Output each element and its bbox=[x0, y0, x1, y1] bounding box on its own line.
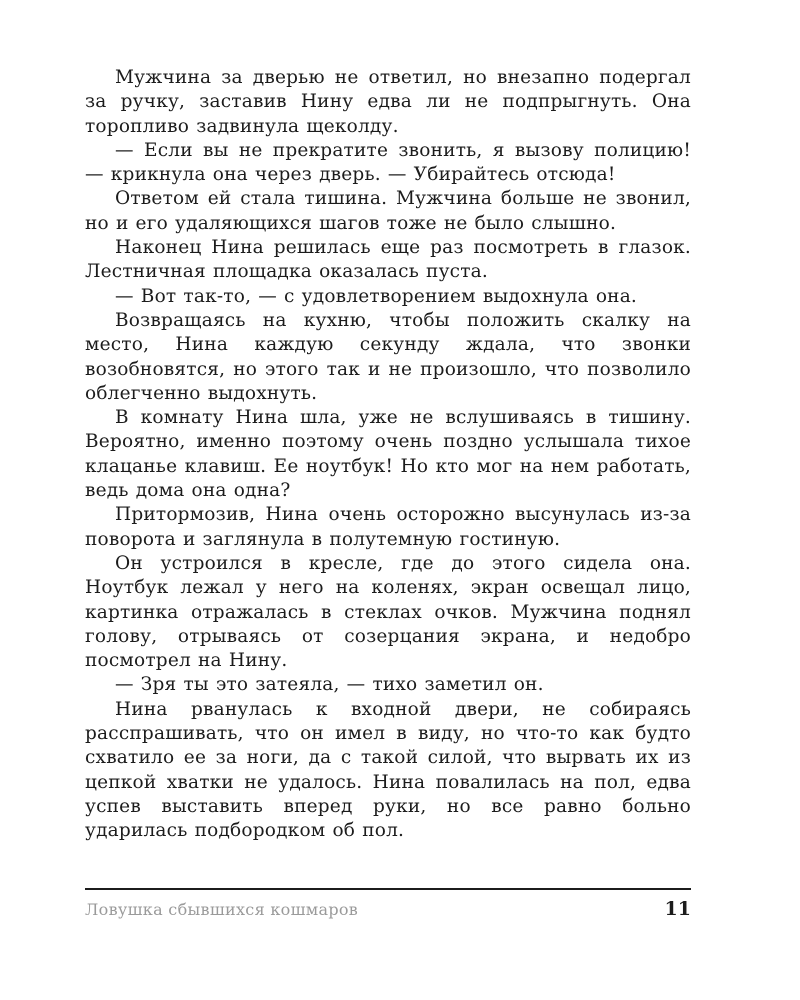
paragraph: Возвращаясь на кухню, чтобы положить скалку на место, Нина каждую секунду ждала, что звонки возобновятся, но этого так и не произошло, что позволило облегченно выдохнуть. bbox=[85, 309, 691, 404]
paragraph: Он устроился в кресле, где до этого сидела она. Ноутбук лежал у него на коленях, экран освещал лицо, картинка отражалась в стеклах очков. Мужчина поднял голову, отрываясь от созерцания экрана, и недобро посмотрел на Нину. bbox=[85, 552, 691, 672]
paragraph-dialogue: — Вот так-то, — с удовлетворением выдохнула она. bbox=[115, 285, 638, 307]
paragraph: В комнату Нина шла, уже не вслушиваясь в тишину. Вероятно, именно поэтому очень поздно услышала тихое клацанье клавиш. Ее ноутбук! Но кто мог на нем работать, ведь дома она одна? bbox=[85, 407, 691, 502]
paragraph: Мужчина за дверью не ответил, но внезапно подергал за ручку, заставив Нину едва ли не подпрыгнуть. Она торопливо задвинула щеколду. bbox=[85, 67, 691, 137]
paragraph: Ответом ей стала тишина. Мужчина больше не звонил, но и его удаляющихся шагов тоже не было слышно. bbox=[85, 188, 691, 234]
page-text bbox=[85, 66, 691, 844]
footer-divider bbox=[85, 888, 691, 890]
page-number: 11 bbox=[664, 898, 691, 920]
paragraph: Наконец Нина решилась еще раз посмотреть в глазок. Лестничная площадка оказалась пуста. bbox=[85, 237, 691, 283]
footer-book-title: Ловушка сбывшихся кошмаров bbox=[85, 900, 359, 919]
paragraph-dialogue: — Зря ты это затеяла, — тихо заметил он. bbox=[115, 674, 544, 696]
paragraph: Притормозив, Нина очень осторожно высунулась из-за поворота и заглянула в полутемную гостиную. bbox=[85, 504, 691, 550]
paragraph: Нина рванулась к входной двери, не собираясь расспрашивать, что он имел в виду, но что-то как будто схватило ее за ноги, да с такой силой, что вырвать их из цепкой хватки не удалось. Нина повалилась на пол, едва успев выставить вперед руки, но все равно больно ударилась подбородком об пол. bbox=[85, 698, 691, 842]
page-footer bbox=[85, 888, 691, 920]
paragraph-dialogue: — Если вы не прекратите звонить, я вызову полицию! — крикнула она через дверь. — Убирайтесь отсюда! bbox=[85, 139, 691, 186]
